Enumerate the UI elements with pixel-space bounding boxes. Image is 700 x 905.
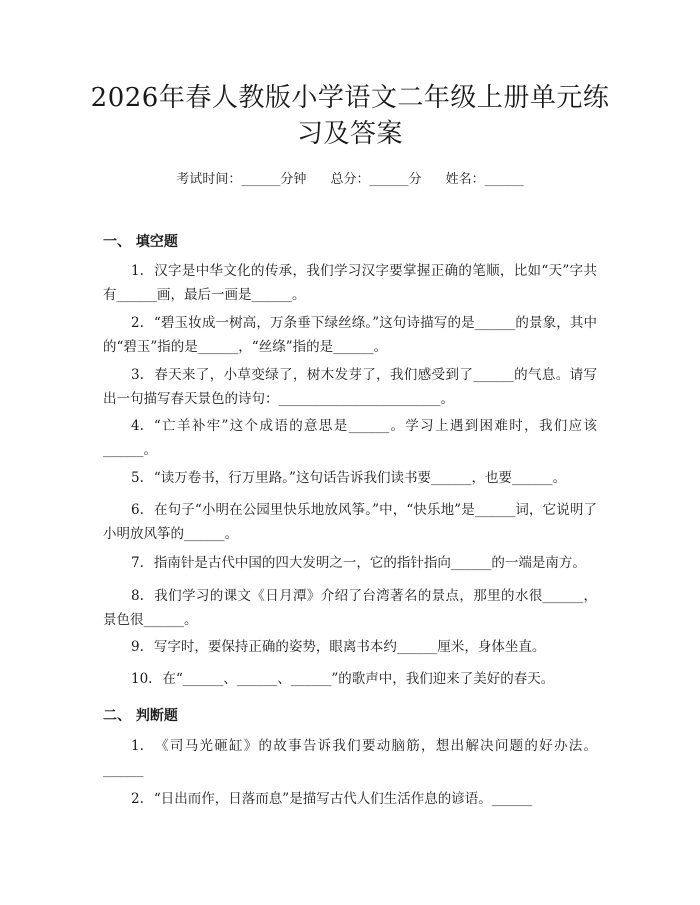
question-text: “日出而作，日落而息”是描写古代人们生活作息的谚语。______ xyxy=(153,791,533,807)
section-title-judge: 二、 判断题 xyxy=(103,708,178,724)
question-text: “碧玉妆成一树高，万条垂下绿丝绦。”这句诗描写的是______的景象，其中的“碧玉”指的是______，“丝绦”指的是______。 xyxy=(103,315,597,355)
question-text: 春天来了，小草变绿了，树木发芽了，我们感受到了______的气息。请写出一句描写春天景色的诗句：________________________。 xyxy=(103,367,597,407)
question-text: 我们学习的课文《日月潭》介绍了台湾著名的景点，那里的水很______，景色很______。 xyxy=(103,588,597,628)
question-number: 4. xyxy=(131,418,144,434)
question-text: “亡羊补牢”这个成语的意思是______。学习上遇到困难时，我们应该______。 xyxy=(103,418,597,458)
question-text: 在“______、______、______”的歌声中，我们迎来了美好的春天。 xyxy=(162,671,555,687)
question-number: 2. xyxy=(131,791,144,807)
question-fill-7 xyxy=(103,551,597,575)
page-title: 2026年春人教版小学语文二年级上册单元练习及答案 xyxy=(90,83,610,149)
question-fill-6 xyxy=(103,498,597,546)
question-text: 汉字是中华文化的传承，我们学习汉字要掌握正确的笔顺，比如“天”字共有______画，最后一画是______。 xyxy=(103,263,597,303)
question-number: 9. xyxy=(131,639,144,655)
question-text: “读万卷书，行万里路。”这句话告诉我们读书要______，也要______。 xyxy=(153,470,566,486)
question-text: 写字时，要保持正确的姿势，眼离书本约______厘米，身体坐直。 xyxy=(153,639,546,655)
question-judge-2 xyxy=(103,787,597,811)
exam-time: 考试时间：______分钟 xyxy=(176,172,307,187)
question-number: 2. xyxy=(131,315,144,331)
question-judge-1 xyxy=(103,734,597,782)
question-text: 在句子“小明在公园里快乐地放风筝。”中，“快乐地”是______词，它说明了小明放风筝的______。 xyxy=(103,502,597,542)
question-text: 指南针是古代中国的四大发明之一，它的指针指向______的一端是南方。 xyxy=(153,555,586,571)
total-score: 总分：______分 xyxy=(330,172,422,187)
question-fill-9 xyxy=(103,635,597,659)
question-fill-3 xyxy=(103,363,597,411)
question-number: 8. xyxy=(131,588,144,604)
question-fill-4 xyxy=(103,414,597,462)
question-number: 6. xyxy=(131,502,144,518)
exam-meta xyxy=(0,168,700,187)
question-fill-5 xyxy=(103,466,597,490)
question-text: 《司马光砸缸》的故事告诉我们要动脑筋，想出解决问题的好办法。______ xyxy=(103,738,597,778)
section-title-fill: 一、 填空题 xyxy=(103,234,178,250)
question-fill-10 xyxy=(103,667,597,691)
question-fill-2 xyxy=(103,311,597,359)
question-number: 7. xyxy=(131,555,144,571)
question-number: 1. xyxy=(131,263,144,279)
question-fill-1 xyxy=(103,259,597,307)
student-name: 姓名：______ xyxy=(445,172,524,187)
question-number: 10. xyxy=(131,671,153,687)
question-fill-8 xyxy=(103,584,597,632)
question-number: 1. xyxy=(131,738,144,754)
question-number: 5. xyxy=(131,470,144,486)
question-number: 3. xyxy=(131,367,144,383)
